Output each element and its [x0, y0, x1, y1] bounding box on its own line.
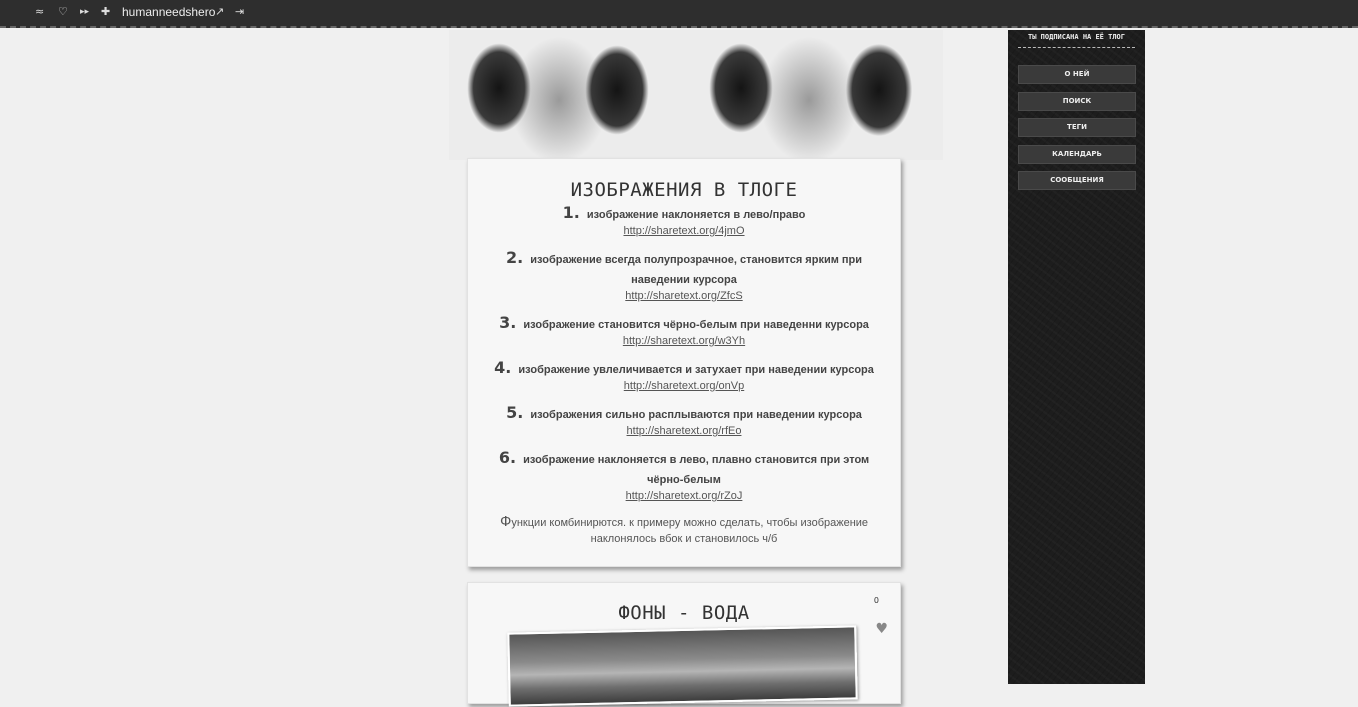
sidebar-item-about[interactable]: О НЕЙ: [1018, 65, 1136, 84]
item-number: 6.: [498, 448, 517, 467]
item-link[interactable]: http://sharetext.org/rfEo: [626, 425, 742, 437]
post-note: [494, 514, 874, 547]
note-initial: Ф: [499, 513, 512, 530]
top-bar: [0, 0, 1358, 28]
list-item: [486, 403, 882, 439]
item-number: 1.: [562, 203, 580, 222]
list-item: [486, 448, 882, 504]
item-link[interactable]: http://sharetext.org/w3Yh: [622, 335, 746, 347]
item-text: изображения сильно расплываются при наведении курсора: [530, 409, 862, 421]
item-text: изображение становится чёрно-белым при наведенни курсора: [523, 319, 869, 331]
item-text: изображение всегда полупрозрачное, становится ярким при наведении курсора: [530, 254, 863, 286]
list-item: [486, 248, 882, 304]
sidebar-item-search[interactable]: ПОИСК: [1018, 92, 1136, 111]
forward-icon[interactable]: ▸▸: [80, 7, 90, 17]
heart-icon[interactable]: ♥: [875, 621, 888, 637]
heart-icon[interactable]: ♡: [58, 5, 68, 18]
item-text: изображение наклоняется в лево/право: [586, 209, 806, 221]
item-number: 3.: [499, 313, 517, 332]
subscription-status: ТЫ ПОДПИСАНА НА ЕЁ ТЛОГ: [1018, 30, 1135, 48]
item-link[interactable]: http://sharetext.org/onVp: [623, 380, 745, 392]
item-text: изображение увлеличивается и затухает при наведении курсора: [518, 364, 874, 376]
post-title: ФОНЫ - ВОДА: [618, 602, 750, 624]
rss-icon[interactable]: ≈: [35, 5, 45, 18]
item-number: 2.: [505, 248, 524, 267]
header-banner-image: [449, 30, 943, 160]
item-link[interactable]: http://sharetext.org/rZoJ: [625, 490, 743, 502]
post-title: ИЗОБРАЖЕНИЯ В ТЛОГЕ: [570, 179, 798, 201]
sidebar-item-messages[interactable]: СООБЩЕНИЯ: [1018, 171, 1136, 190]
item-number: 4.: [494, 358, 512, 377]
item-link[interactable]: http://sharetext.org/4jmO: [623, 225, 745, 237]
like-count: 0: [873, 596, 879, 605]
post-photo: [507, 625, 857, 706]
item-text: изображение наклоняется в лево, плавно становится при этом чёрно-белым: [523, 454, 870, 486]
add-icon[interactable]: ✚: [101, 5, 111, 18]
list-item: [486, 203, 882, 239]
sidebar: [1008, 30, 1145, 684]
note-text: ункции комбинирются. к примеру можно сделать, чтобы изображение наклонялось вбок и становилось ч/б: [511, 517, 869, 545]
item-number: 5.: [506, 403, 524, 422]
list-item: [486, 358, 882, 394]
list-item: [486, 313, 882, 349]
item-link[interactable]: http://sharetext.org/ZfcS: [625, 290, 743, 302]
post-backgrounds: [467, 582, 901, 704]
settings-icon[interactable]: ↗: [215, 5, 225, 18]
sidebar-item-tags[interactable]: ТЕГИ: [1018, 118, 1136, 137]
post-images: [467, 158, 901, 567]
username-link[interactable]: humanneedshero: [122, 5, 216, 19]
sidebar-item-calendar[interactable]: КАЛЕНДАРЬ: [1018, 145, 1136, 164]
logout-icon[interactable]: ⇥: [235, 5, 245, 18]
